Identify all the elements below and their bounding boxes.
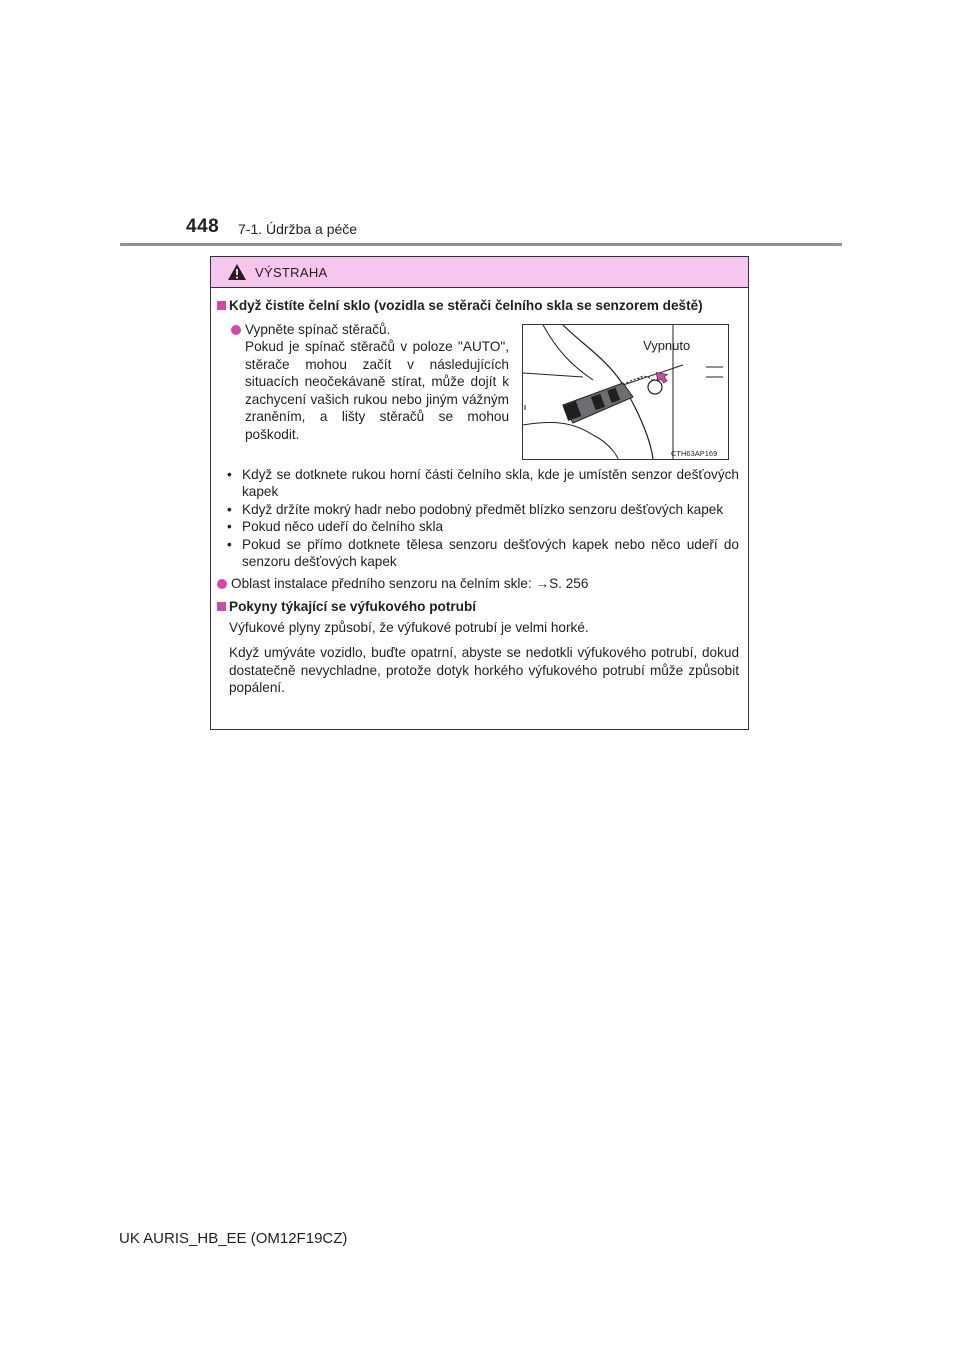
footer-model-code: UK AURIS_HB_EE (OM12F19CZ)	[119, 1230, 348, 1247]
section-heading-windshield	[217, 297, 739, 315]
square-bullet-icon	[217, 301, 226, 310]
illustration-label: Vypnuto	[643, 337, 691, 353]
square-bullet-icon	[217, 602, 226, 611]
page-number: 448	[186, 216, 220, 237]
wiper-switch-illustration	[522, 324, 729, 460]
illustration-code: CTH63AP169	[671, 448, 718, 458]
section-title: 7-1. Údržba a péče	[238, 221, 358, 237]
sub-bullet-list	[217, 466, 739, 571]
bullet1-body: Pokud je spínač stěračů v poloze "AUTO", stěrače mohou začít v následujících situacích neočekávaně stírat, může dojít k zachycení vašich rukou nebo jiným vážným zraněním, a lišty stěračů se mohou poškodit.	[245, 339, 509, 442]
exhaust-paragraph-1: Výfukové plyny způsobí, že výfukové potrubí je velmi horké.	[229, 619, 589, 635]
warning-triangle-icon	[227, 263, 247, 281]
list-item: • Když se dotknete rukou horní části čelního skla, kde je umístěn senzor dešťových kapek	[227, 466, 739, 499]
header-rule	[120, 243, 842, 246]
wiper-lever-drawing	[523, 325, 728, 459]
section-heading-exhaust	[217, 598, 739, 616]
heading-text: Pokyny týkající se výfukového potrubí	[229, 599, 477, 614]
bullet2	[217, 575, 739, 593]
bullet2-text: Oblast instalace předního senzoru na čelním skle: →S. 256	[231, 575, 589, 591]
bullet1-lead: Vypněte spínač stěračů.	[245, 321, 391, 337]
bullet1-text	[217, 321, 509, 460]
warning-content	[211, 288, 748, 697]
list-item: • Pokud něco udeří do čelního skla	[227, 519, 444, 534]
round-bullet-icon	[217, 579, 227, 589]
warning-title: VÝSTRAHA	[255, 264, 328, 280]
exhaust-paragraph-2: Když umýváte vozidlo, buďte opatrní, abyste se nedotkli výfukového potrubí, dokud dostatečně nevychladne, protože dotyk horkého výfukového potrubí může způsobit popálení.	[229, 645, 739, 695]
warning-header	[211, 257, 748, 288]
bullet-row-with-illustration	[217, 321, 739, 460]
bullet1	[217, 321, 509, 339]
list-item: • Když držíte mokrý hadr nebo podobný předmět blízko senzoru dešťových kapek	[227, 501, 724, 517]
heading-text: Když čistíte čelní sklo (vozidla se stěrači čelního skla se senzorem deště)	[229, 298, 703, 313]
list-item: • Pokud se přímo dotknete tělesa senzoru dešťových kapek nebo něco udeří do senzoru dešťových kapek	[227, 536, 739, 569]
warning-box	[210, 256, 749, 730]
round-bullet-icon	[231, 325, 241, 335]
